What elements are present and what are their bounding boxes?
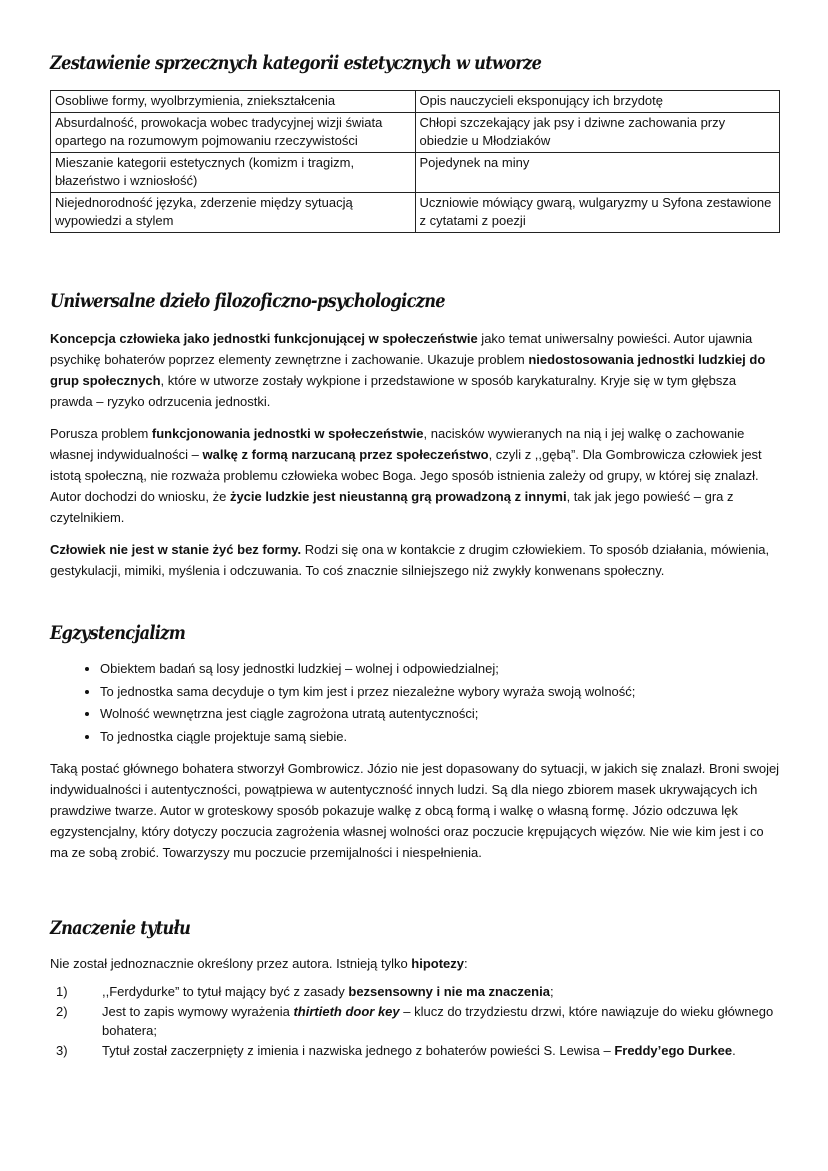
text: ;	[549, 984, 554, 999]
list-item: • Obiektem badań są losy jednostki ludzkiej – wolnej i odpowiedzialnej;	[100, 658, 782, 681]
text: , tak jak jego powieść – gra z czytelnikiem.	[50, 489, 734, 525]
section-heading: Uniwersalne dzieło filozoficzno-psychologiczne	[50, 290, 445, 312]
bold-text: bezsensowny i nie ma znaczenia	[348, 984, 550, 999]
table-row	[51, 192, 780, 232]
text: – klucz do trzydziestu drzwi, które nawiązuje do wieku głównego bohatera;	[102, 1003, 774, 1038]
table-row	[51, 91, 780, 113]
table-row	[51, 112, 780, 152]
bold-text: walkę z formą narzucaną przez społeczeństwo	[202, 447, 489, 462]
numbered-list	[50, 982, 782, 1060]
paragraph	[50, 758, 782, 863]
text: Tytuł został zaczerpnięty z imienia i nazwiska jednego z bohaterów powieści S. Lewisa –	[102, 1042, 615, 1058]
text: Nie został jednoznacznie określony przez autora. Istnieją tylko	[50, 956, 412, 971]
table-cell: Opis nauczycieli eksponujący ich brzydotę	[415, 91, 780, 113]
text: , czyli z ,,gębą”. Dla Gombrowicza człowiek jest istotą społeczną, nie rozważa problemu człowieka wobec Boga. Jego sposób istnienia zależy od grupy, w której się znalazł. Autor dochodzi do wniosku, że	[50, 447, 762, 504]
bold-text: Koncepcja człowieka jako jednostki funkcjonującej w społeczeństwie	[50, 331, 478, 346]
bold-text: funkcjonowania jednostki w społeczeństwie	[151, 426, 424, 441]
bullet-list	[50, 658, 782, 748]
paragraph	[50, 539, 782, 581]
section-existentialism	[50, 622, 782, 863]
section-title-meaning	[50, 917, 782, 1060]
list-item: • To jednostka sama decyduje o tym kim jest i przez niezależne wybory wyraża swoją wolność;	[100, 681, 782, 704]
bold-text: hipotezy	[411, 956, 465, 971]
table-row	[51, 152, 780, 192]
bold-text: życie ludzkie jest nieustanną grą prowadzoną z innymi	[229, 489, 567, 504]
section-universal	[50, 290, 782, 581]
table-cell: Chłopi szczekający jak psy i dziwne zachowania przy obiedzie u Młodziaków	[415, 112, 780, 152]
table-cell: Pojedynek na miny	[415, 152, 780, 192]
text: Taką postać głównego bohatera stworzył Gombrowicz. Józio nie jest dopasowany do sytuacji, w jakich się znalazł. Broni swojej indywidualności i autentyczności, powątpiewa w autentyczność innych ludzi. Są dla niego zbiorem masek ukrywających ich prawdziwe twarze. Autor w groteskowy sposób pokazuje walkę z obcą formą i walkę o własną formę. Józio odczuwa lęk egzystencjalny, który dotyczy poczucia zagrożenia własnej wolności oraz poczucie krępujących więzów. Nie wie kim jest i co ma ze sobą zrobić. Towarzyszy mu poczucie przemijalności i niespełnienia.	[50, 761, 780, 860]
section-aesthetic-categories	[50, 52, 782, 233]
section-heading: Znaczenie tytułu	[50, 917, 191, 939]
text: Rodzi się ona w kontakcie z drugim człowiekiem. To sposób działania, mówienia, gestykulacji, mimiki, myślenia i odczuwania. To coś znacznie silniejszego niż zwykły konwenans społeczny.	[50, 542, 770, 578]
paragraph	[50, 953, 782, 974]
text: Porusza problem	[50, 426, 152, 441]
bold-text: Freddy’ego Durkee	[614, 1042, 733, 1058]
list-item	[94, 1041, 782, 1061]
bold-text: thirtieth door key	[293, 1003, 400, 1019]
table-cell: Osobliwe formy, wyolbrzymienia, zniekształcenia	[51, 91, 416, 113]
table-cell: Uczniowie mówiący gwarą, wulgaryzmy u Syfona zestawione z cytatami z poezji	[415, 192, 780, 232]
section-heading: Egzystencjalizm	[50, 622, 186, 644]
bold-text: niedostosowania jednostki ludzkiej do grup społecznych	[50, 352, 766, 388]
text: , nacisków wywieranych na nią i jej walkę o zachowanie własnej indywidualności –	[50, 426, 745, 462]
text: , które w utworze zostały wykpione i przedstawione w sposób karykaturalny. Kryje się w tym głębsza prawda – ryzyko odrzucenia jednostki.	[50, 373, 737, 409]
text: jako temat uniwersalny powieści. Autor ujawnia psychikę bohaterów poprzez elementy zewnętrzne i zachowanie. Ukazuje problem	[50, 331, 753, 367]
list-item	[94, 1002, 782, 1041]
paragraph	[50, 423, 782, 528]
table-cell: Niejednorodność języka, zderzenie między sytuacją wypowiedzi a stylem	[51, 192, 416, 232]
section-heading: Zestawienie sprzecznych kategorii estetycznych w utworze	[50, 52, 542, 74]
table-cell: Mieszanie kategorii estetycznych (komizm i tragizm, błazeństwo i wzniosłość)	[51, 152, 416, 192]
table-cell: Absurdalność, prowokacja wobec tradycyjnej wizji świata opartego na rozumowym pojmowaniu rzeczywistości	[51, 112, 416, 152]
bold-text: Człowiek nie jest w stanie żyć bez formy.	[50, 542, 302, 557]
text: ,,Ferdydurke” to tytuł mający być z zasady	[102, 984, 349, 999]
paragraph	[50, 328, 782, 412]
text: :	[464, 956, 468, 971]
text: .	[732, 1042, 736, 1058]
text: Jest to zapis wymowy wyrażenia	[102, 1003, 294, 1019]
list-item	[94, 982, 782, 1002]
categories-table	[50, 90, 780, 233]
list-item: • Wolność wewnętrzna jest ciągle zagrożona utratą autentyczności;	[100, 703, 782, 726]
list-item: • To jednostka ciągle projektuje samą siebie.	[100, 726, 782, 749]
